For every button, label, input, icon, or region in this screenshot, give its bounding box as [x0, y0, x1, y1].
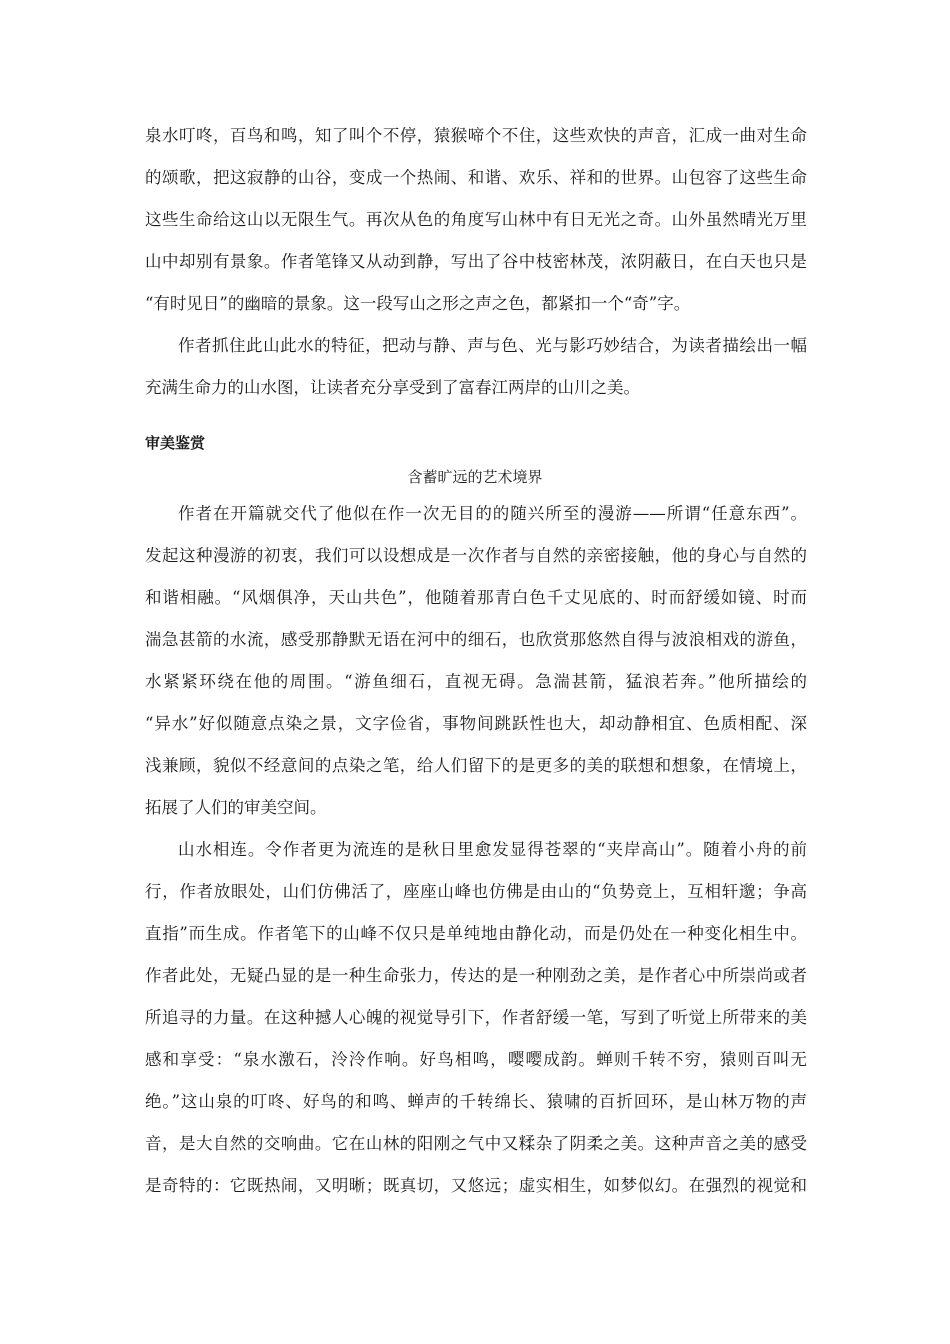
paragraph-line: 所追寻的力量。在这种撼人心魄的视觉导引下，作者舒缓一笔，写到了听觉上所带来的美 — [145, 1008, 807, 1027]
paragraph-line: 作者抓住此山此水的特征，把动与静、声与色、光与影巧妙结合，为读者描绘出一幅 — [178, 336, 807, 355]
paragraph-line: 绝。”这山泉的叮咚、好鸟的和鸣、蝉声的千转绵长、猿啸的百折回环，是山林万物的声 — [145, 1092, 807, 1111]
paragraph-line: 湍急甚箭的水流，感受那静默无语在河中的细石，也欣赏那悠然自得与波浪相戏的游鱼， — [145, 630, 807, 649]
paragraph-line: 作者此处，无疑凸显的是一种生命张力，传达的是一种刚劲之美，是作者心中所崇尚或者 — [145, 966, 807, 985]
paragraph-line: 拓展了人们的审美空间。 — [145, 798, 327, 817]
paragraph-line: 行，作者放眼处，山们仿佛活了，座座山峰也仿佛是由山的“负势竞上，互相轩邈；争高 — [145, 882, 807, 901]
paragraph-line: 山中却别有景象。作者笔锋又从动到静，写出了谷中枝密林茂，浓阴蔽日，在白天也只是 — [145, 252, 807, 271]
paragraph-line: 是奇特的：它既热闹，又明晰；既真切，又悠远；虚实相生，如梦似幻。在强烈的视觉和 — [145, 1176, 807, 1195]
paragraph-line: 直指”而生成。作者笔下的山峰不仅只是单纯地由静化动，而是仍处在一种变化相生中。 — [145, 924, 807, 943]
paragraph-line: 的颂歌，把这寂静的山谷，变成一个热闹、和谐、欢乐、祥和的世界。山包容了这些生命 — [145, 168, 807, 187]
paragraph-line: 音，是大自然的交响曲。它在山林的阳刚之气中又糅杂了阴柔之美。这种声音之美的感受 — [145, 1134, 807, 1153]
paragraph-line: “有时见日”的幽暗的景象。这一段写山之形之声之色，都紧扣一个“奇”字。 — [145, 294, 691, 313]
paragraph-line: 这些生命给这山以无限生气。再次从色的角度写山林中有日无光之奇。山外虽然晴光万里 — [145, 210, 807, 229]
paragraph-line: 发起这种漫游的初衷，我们可以设想成是一次作者与自然的亲密接触，他的身心与自然的 — [145, 546, 807, 565]
paragraph-line: 作者在开篇就交代了他似在作一次无目的的随兴所至的漫游——所谓“任意东西”。 — [178, 504, 807, 523]
paragraph-line: 感和享受：“泉水激石，泠泠作响。好鸟相鸣，嘤嘤成韵。蝉则千转不穷，猿则百叫无 — [145, 1050, 807, 1069]
paragraph-line: “异水”好似随意点染之景，文字俭省，事物间跳跃性也大，却动静相宜、色质相配、深 — [145, 714, 807, 733]
section-subtitle: 含蓄旷远的艺术境界 — [407, 468, 543, 486]
paragraph-line: 泉水叮咚，百鸟和鸣，知了叫个不停，猿猴啼个不住，这些欢快的声音，汇成一曲对生命 — [145, 126, 807, 145]
paragraph-line: 水紧紧环绕在他的周围。“游鱼细石，直视无碍。急湍甚箭，猛浪若奔。”他所描绘的 — [145, 672, 807, 691]
paragraph-line: 山水相连。令作者更为流连的是秋日里愈发显得苍翠的“夹岸高山”。随着小舟的前 — [178, 840, 807, 859]
paragraph-line: 充满生命力的山水图，让读者充分享受到了富春江两岸的山川之美。 — [145, 378, 640, 397]
paragraph-line: 和谐相融。“风烟俱净，天山共色”，他随着那青白色千丈见底的、时而舒缓如镜、时而 — [145, 588, 807, 607]
section-heading: 审美鉴赏 — [145, 434, 206, 452]
paragraph-line: 浅兼顾，貌似不经意间的点染之笔，给人们留下的是更多的美的联想和想象，在情境上， — [145, 756, 807, 775]
